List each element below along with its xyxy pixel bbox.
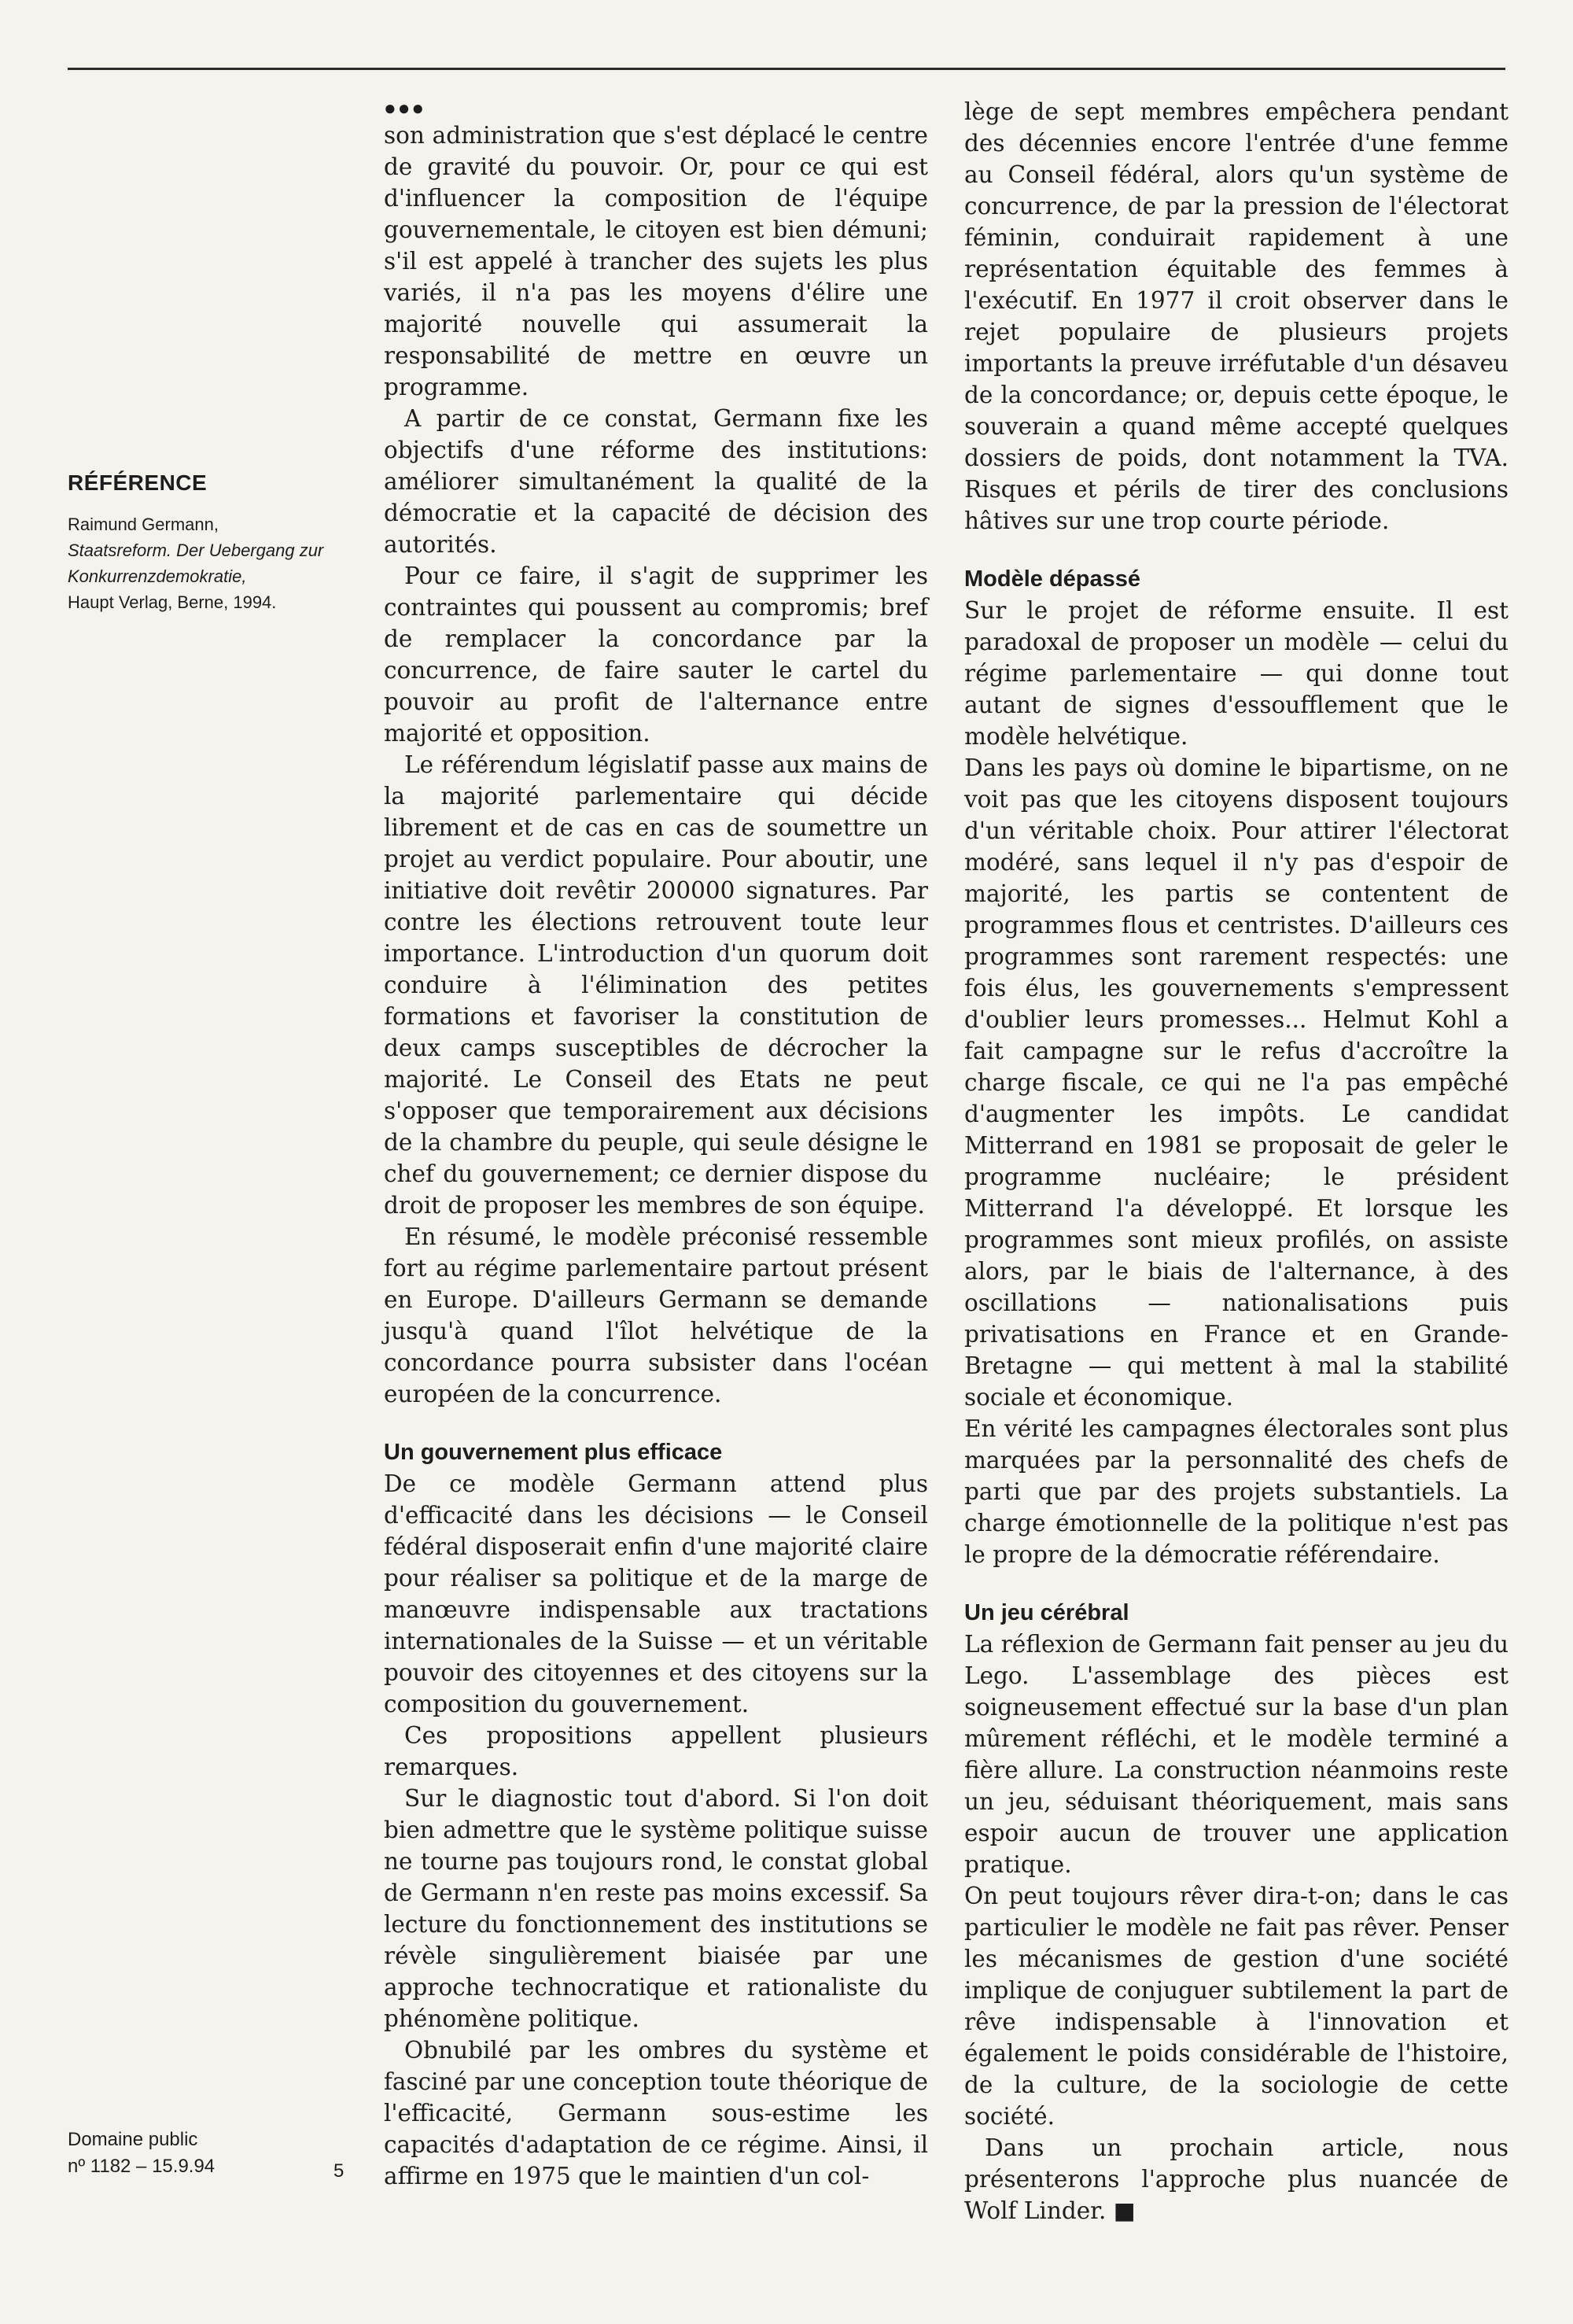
paragraph: Sur le diagnostic tout d'abord. Si l'on doit bien admettre que le système politique suisse ne tourne pas toujours rond, le constat global de Germann n'en reste pas moins excessif. Sa lecture du fonctionnement des institutions se révèle singulièrement biaisée par une approche technocratique et rationaliste du phénomène politique. bbox=[384, 1785, 928, 2032]
paragraph: son administration que s'est déplacé le centre de gravité du pouvoir. Or, pour ce qui est d'influencer la composition de l'équipe gouvernementale, le citoyen est bien démuni; s'il est appelé à trancher des sujets les plus variés, il n'a pas les moyens d'élire une majorité nouvelle qui assumerait la responsabilité de mettre en œuvre un programme. bbox=[384, 122, 928, 400]
continuation-mark: ●●● bbox=[384, 96, 426, 120]
paragraph: Obnubilé par les ombres du système et fasciné par une conception toute théorique de l'efficacité, Germann sous-estime les capacités d'adaptation de ce régime. Ainsi, il affirme en 1975 que le maintien d'un col- bbox=[384, 2037, 928, 2189]
paragraph: Le référendum législatif passe aux mains de la majorité parlementaire qui décide librement et de cas en cas de soumettre un projet au verdict populaire. Pour aboutir, une initiative doit revêtir 200000 signatures. Par contre les élections retrouvent toute leur importance. L'introduction d'un quorum doit conduire à l'élimination des petites formations et favoriser la constitution de deux camps susceptibles de décrocher la majorité. Le Conseil des Etats ne peut s'opposer que temporairement aux décisions de la chambre du peuple, qui seule désigne le chef du gouvernement; ce dernier dispose du droit de proposer les membres de son équipe. bbox=[384, 751, 928, 1219]
section-heading: Un jeu cérébral bbox=[964, 1600, 1129, 1625]
paragraph: En résumé, le modèle préconisé ressemble fort au régime parlementaire partout présent en Europe. D'ailleurs Germann se demande jusqu'à quand l'îlot helvétique de la concordance pourra subsister dans l'océan européen de la concurrence. bbox=[384, 1223, 928, 1407]
issue-info: nº 1182 – 15.9.94 bbox=[68, 2156, 216, 2177]
reference-title: Staatsreform. Der Uebergang zur Konkurrenzdemokratie, bbox=[68, 540, 324, 586]
reference-publisher: Haupt Verlag, Berne, 1994. bbox=[68, 592, 277, 612]
article-column-2 bbox=[964, 96, 1509, 2226]
paragraph: Pour ce faire, il s'agit de supprimer les contraintes qui poussent au compromis; bref de remplacer la concordance par la concurrence, de faire sauter le cartel du pouvoir au profit de l'alternance entre majorité et opposition. bbox=[384, 563, 928, 747]
paragraph: Ces propositions appellent plusieurs remarques. bbox=[384, 1722, 928, 1780]
paragraph: Sur le projet de réforme ensuite. Il est paradoxal de proposer un modèle — celui du régime parlementaire — qui donne tout autant de signes d'essoufflement que le modèle helvétique. bbox=[964, 597, 1509, 750]
paragraph: A partir de ce constat, Germann fixe les objectifs d'une réforme des institutions: améliorer simultanément la qualité de la démocratie et la capacité de décision des autorités. bbox=[384, 405, 928, 558]
closing-sentence: Dans un prochain article, nous présenterons l'approche plus nuancée de Wolf Linder. bbox=[964, 2134, 1509, 2224]
section-heading: Modèle dépassé bbox=[964, 566, 1141, 592]
article-column-1 bbox=[384, 96, 928, 2192]
reference-author: Raimund Germann, bbox=[68, 515, 219, 534]
top-rule bbox=[68, 68, 1505, 70]
paragraph bbox=[964, 2132, 1509, 2226]
paragraph: De ce modèle Germann attend plus d'efficacité dans les décisions — le Conseil fédéral disposerait enfin d'une majorité claire pour réaliser sa politique et de la marge de manœuvre indispensable aux tractations internationales de la Suisse — et un véritable pouvoir des citoyennes et des citoyens sur la composition du gouvernement. bbox=[384, 1470, 928, 1717]
reference-sidebar bbox=[68, 470, 351, 615]
paragraph: La réflexion de Germann fait penser au jeu du Lego. L'assemblage des pièces est soigneusement effectué sur la base d'un plan mûrement réfléchi, et le modèle terminé a fière allure. La construction néanmoins reste un jeu, séduisant théoriquement, mais sans espoir aucun de trouver une application pratique. bbox=[964, 1631, 1509, 1878]
page-number: 5 bbox=[333, 2160, 344, 2182]
paragraph: lège de sept membres empêchera pendant des décennies encore l'entrée d'une femme au Conseil fédéral, alors qu'un système de concurrence, de par la pression de l'électorat féminin, conduirait rapidement à une représentation équitable des femmes à l'exécutif. En 1977 il croit observer dans le rejet populaire de plusieurs projets importants la preuve irréfutable d'un désaveu de la concordance; or, depuis cette époque, le souverain a quand même accepté quelques dossiers de poids, dont notamment la TVA. Risques et périls de tirer des conclusions hâtives sur une trop courte période. bbox=[964, 98, 1509, 534]
section-heading: Un gouvernement plus efficace bbox=[384, 1440, 723, 1465]
end-of-article-mark: ■ bbox=[1113, 2197, 1136, 2224]
publication-name: Domaine public bbox=[68, 2129, 198, 2150]
publication-footer bbox=[68, 2127, 351, 2180]
paragraph: On peut toujours rêver dira-t-on; dans le cas particulier le modèle ne fait pas rêver. Penser les mécanismes de gestion d'une société implique de conjuguer subtilement la part de rêve indispensable à l'innovation et également le poids considérable de l'histoire, de la culture, de la sociologie de cette société. bbox=[964, 1883, 1509, 2130]
paragraph: En vérité les campagnes électorales sont plus marquées par la personnalité des chefs de parti que par des projets substantiels. La charge émotionnelle de la politique n'est pas le propre de la démocratie référendaire. bbox=[964, 1415, 1509, 1568]
paragraph: Dans les pays où domine le bipartisme, on ne voit pas que les citoyens disposent toujours d'un véritable choix. Pour attirer l'électorat modéré, sans lequel il n'y pas d'espoir de majorité, les partis se contentent de programmes flous et centristes. D'ailleurs ces programmes sont rarement respectés: une fois élus, les gouvernements s'empressent d'oublier leurs promesses... Helmut Kohl a fait campagne sur le refus d'accroître la charge fiscale, ce qui ne l'a pas empêché d'augmenter les impôts. Le candidat Mitterrand en 1981 se proposait de geler le programme nucléaire; le président Mitterrand l'a développé. Et lorsque les programmes sont mieux profilés, on assiste alors, par le biais de l'alternance, à des oscillations — nationalisations puis privatisations en France et en Grande-Bretagne — qui mettent à mal la stabilité sociale et économique. bbox=[964, 754, 1509, 1411]
reference-heading: RÉFÉRENCE bbox=[68, 470, 208, 495]
